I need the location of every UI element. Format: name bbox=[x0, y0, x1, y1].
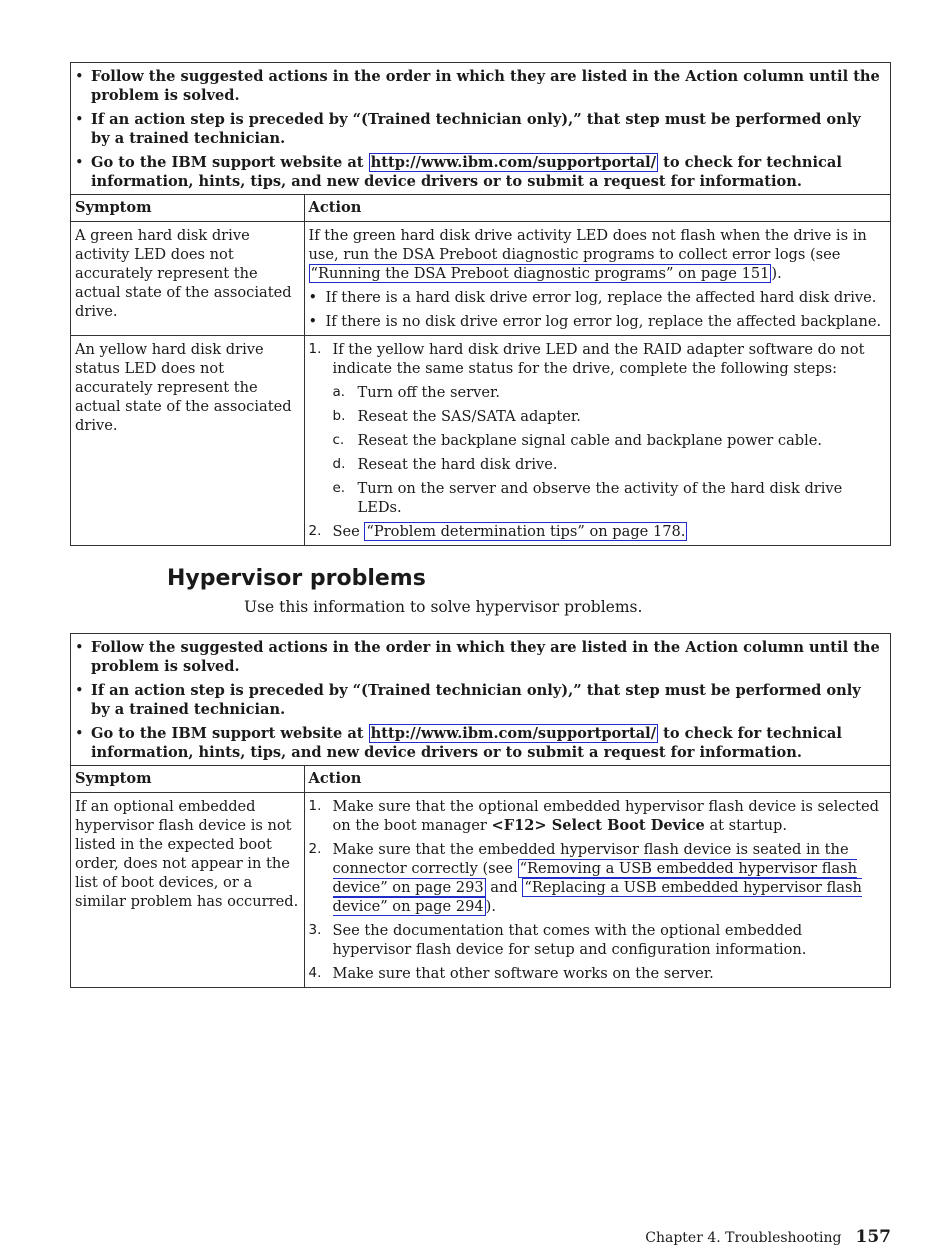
list-item: 1. Make sure that the optional embedded hypervisor flash device is selected on the boot manager <F12> Select Boot Device at startup. bbox=[308, 798, 879, 834]
action-cell bbox=[304, 222, 890, 336]
symptom-cell: A green hard disk drive activity LED does not accurately represent the actual state of the associated drive. bbox=[71, 222, 304, 336]
table-header-row bbox=[71, 766, 890, 793]
symptom-cell: An yellow hard disk drive status LED does not accurately represent the actual state of the associated drive. bbox=[71, 336, 304, 546]
list-item: b. Reseat the SAS/SATA adapter. bbox=[332, 408, 581, 425]
action-header: Action bbox=[304, 195, 890, 222]
action-cell bbox=[304, 336, 890, 546]
action-steps bbox=[309, 340, 886, 541]
ibm-support-link[interactable]: http://www.ibm.com/supportportal/ bbox=[370, 725, 657, 742]
list-item: d. Reseat the hard disk drive. bbox=[332, 456, 558, 473]
list-item: e. Turn on the server and observe the activity of the hard disk drive LEDs. bbox=[332, 480, 843, 516]
table-notes bbox=[71, 634, 890, 765]
hard-disk-troubleshooting-table bbox=[70, 62, 891, 546]
symptom-header: Symptom bbox=[71, 195, 304, 222]
note-support-website: • Go to the IBM support website at http://www.ibm.com/supportportal/ to check for technical information, hints, tips, and new device drivers or to submit a request for information. bbox=[75, 153, 884, 191]
page-footer bbox=[645, 1228, 891, 1248]
list-item: a. Turn off the server. bbox=[332, 384, 500, 401]
list-item: 4. Make sure that other software works on the server. bbox=[308, 965, 714, 982]
symptom-cell: If an optional embedded hypervisor flash device is not listed in the expected boot order, does not appear in the list of boot devices, or a similar problem has occurred. bbox=[71, 793, 304, 988]
removing-usb-hypervisor-link[interactable]: “Removing a USB embedded hypervisor flash device” on page 293 bbox=[332, 860, 858, 896]
list-item: 1. If the yellow hard disk drive LED and the RAID adapter software do not indicate the same status for the drive, complete the following steps: a. Turn off the server. b. Reseat the SAS/SATA adapter. c. Reseat the backplane signal cable and backplane power cable. d. Reseat the hard disk drive. e. Turn on the server and observe the activity of the hard disk drive LEDs. bbox=[309, 340, 886, 517]
list-item: 3. See the documentation that comes with the optional embedded hypervisor flash device for setup and configuration information. bbox=[308, 922, 807, 958]
list-item: • If there is a hard disk drive error log, replace the affected hard disk drive. bbox=[309, 288, 886, 307]
chapter-label: Chapter 4. Troubleshooting bbox=[645, 1230, 842, 1246]
note-follow-order: • Follow the suggested actions in the order in which they are listed in the Action column until the problem is solved. bbox=[75, 67, 884, 105]
list-item: 2. Make sure that the embedded hypervisor flash device is seated in the connector correctly (see “Removing a USB embedded hypervisor flash device” on page 293 and “Replacing a USB embedded hypervisor flash device” on page 294 ). bbox=[308, 841, 862, 915]
table-row bbox=[71, 222, 890, 336]
symptom-action-table bbox=[71, 194, 890, 545]
note-support-website: • Go to the IBM support website at http://www.ibm.com/supportportal/ to check for technical information, hints, tips, and new device drivers or to submit a request for information. bbox=[75, 724, 884, 762]
table-notes bbox=[71, 63, 890, 194]
action-cell bbox=[304, 793, 890, 988]
note-trained-technician: • If an action step is preceded by “(Trained technician only),” that step must be performed only by a trained technician. bbox=[75, 681, 884, 719]
dsa-preboot-link[interactable]: “Running the DSA Preboot diagnostic programs” on page 151 bbox=[310, 265, 770, 282]
list-item: c. Reseat the backplane signal cable and backplane power cable. bbox=[332, 432, 823, 449]
hypervisor-troubleshooting-table bbox=[70, 633, 891, 988]
symptom-header: Symptom bbox=[71, 766, 304, 793]
list-item: • If there is no disk drive error log error log, replace the affected backplane. bbox=[309, 312, 886, 331]
replacing-usb-hypervisor-link[interactable]: “Replacing a USB embedded hypervisor flash device” on page 294 bbox=[332, 879, 862, 915]
action-steps bbox=[309, 797, 886, 983]
symptom-action-table bbox=[71, 765, 890, 987]
section-title: Hypervisor problems bbox=[167, 566, 426, 591]
ibm-support-link[interactable]: http://www.ibm.com/supportportal/ bbox=[370, 154, 657, 171]
sub-steps bbox=[333, 383, 886, 517]
list-item: 2. See “Problem determination tips” on page 178. bbox=[308, 523, 686, 540]
section-intro: Use this information to solve hypervisor problems. bbox=[244, 598, 643, 616]
table-row bbox=[71, 793, 890, 988]
table-header-row bbox=[71, 195, 890, 222]
problem-determination-link[interactable]: “Problem determination tips” on page 178. bbox=[366, 523, 686, 540]
table-row bbox=[71, 336, 890, 546]
note-trained-technician: • If an action step is preceded by “(Trained technician only),” that step must be performed only by a trained technician. bbox=[75, 110, 884, 148]
note-follow-order: • Follow the suggested actions in the order in which they are listed in the Action column until the problem is solved. bbox=[75, 638, 884, 676]
action-text: If the green hard disk drive activity LED does not flash when the drive is in use, run the DSA Preboot diagnostic programs to collect error logs (see “Running the DSA Preboot diagnostic programs” on page 151 ). bbox=[308, 227, 867, 282]
action-header: Action bbox=[304, 766, 890, 793]
action-bullets bbox=[309, 288, 886, 331]
page-number: 157 bbox=[855, 1227, 891, 1247]
